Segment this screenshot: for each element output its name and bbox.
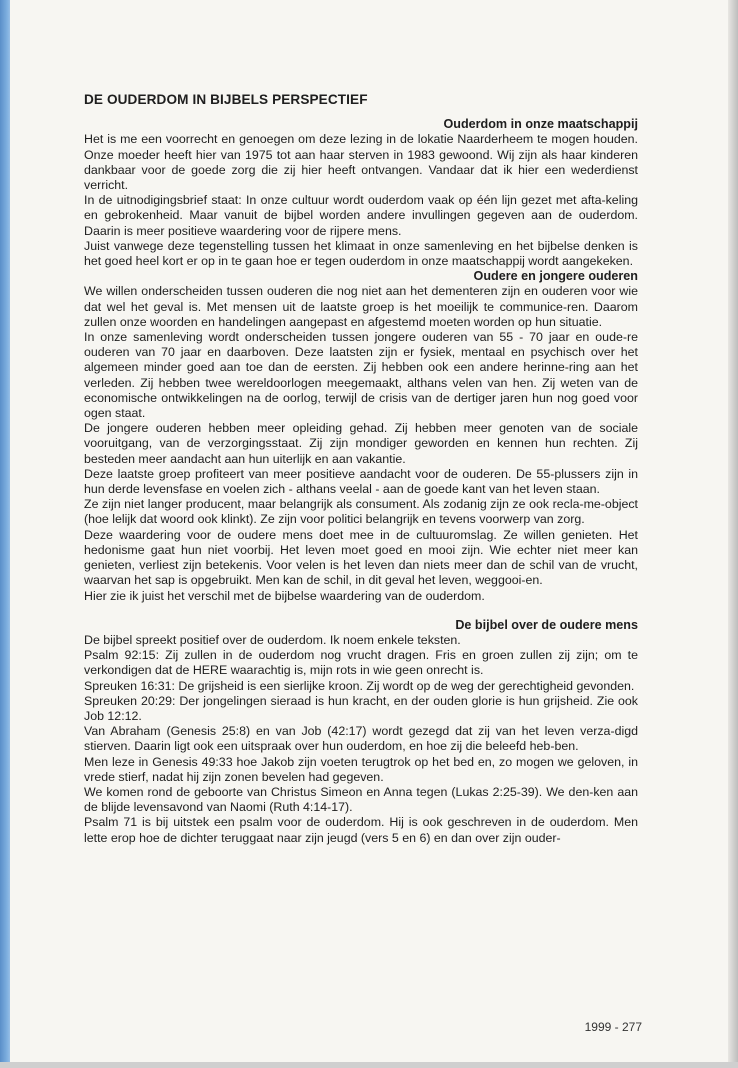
paragraph: We komen rond de geboorte van Christus Simeon en Anna tegen (Lukas 2:25-39). We den-ken aan de blijde levensavond van Naomi (Ruth 4:14-17). [84, 784, 638, 815]
article-body [84, 92, 638, 846]
paragraph: Spreuken 20:29: Der jongelingen sieraad is hun kracht, en der ouden glorie is hun grijsheid. Zie ook Job 12:12. [84, 693, 638, 723]
paragraph: Psalm 92:15: Zij zullen in de ouderdom nog vrucht dragen. Fris en groen zullen zij zijn; om te verkondigen dat de HERE waarachtig is, mijn rots in wie geen onrecht is. [84, 648, 638, 678]
paragraph: In onze samenleving wordt onderscheiden tussen jongere ouderen van 55 - 70 jaar en oude-re ouderen van 70 jaar en daarboven. Deze laatsten zijn er fysiek, mentaal en psychisch over het algemeen minder goed aan toe dan de eersten. Zij hebben ook een andere herinne-ring aan het verleden. Zij hebben twee wereldoorlogen meegemaakt, althans velen van hen. Zij weten van de economische ontwikkelingen na de oorlog, terwijl de crisis van de dertiger jaren hun nog goed voor ogen staat. [84, 330, 638, 421]
paragraph: Deze laatste groep profiteert van meer positieve aandacht voor de ouderen. De 55-plussers zijn in hun derde levensfase en voelen zich - althans veelal - aan de goede kant van het leven staan. [84, 466, 638, 497]
paragraph: De bijbel spreekt positief over de ouderdom. Ik noem enkele teksten. [84, 632, 461, 647]
page-number: 1999 - 277 [584, 1020, 642, 1034]
paragraph: Hier zie ik juist het verschil met de bijbelse waardering van de ouderdom. [84, 588, 485, 603]
paragraph: Psalm 71 is bij uitstek een psalm voor de ouderdom. Hij is ook geschreven in de ouderdom. Men lette erop hoe de dichter teruggaat naar zijn jeugd (vers 5 en 6) en dan over zijn ouder- [84, 815, 638, 845]
page-edge [728, 0, 738, 1068]
section-heading: Oudere en jongere ouderen [473, 269, 638, 284]
paragraph: We willen onderscheiden tussen ouderen die nog niet aan het dementeren zijn en ouderen voor wie dat wel het geval is. Met mensen uit de laatste groep is het moeilijk te communice-ren. Daarom zullen onze woorden en handelingen aangepast en afgestemd moeten worden op hun situatie. [84, 284, 638, 329]
paragraph: Van Abraham (Genesis 25:8) en van Job (42:17) wordt gezegd dat zij van het leven verza-digd stierven. Daarin ligt ook een uitspraak over hun ouderdom, en hoe zij die beleefd heb-ben. [84, 724, 638, 754]
article-title: DE OUDERDOM IN BIJBELS PERSPECTIEF [84, 92, 368, 107]
page-bottom-edge [0, 1062, 738, 1068]
paragraph: In de uitnodigingsbrief staat: In onze cultuur wordt ouderdom vaak op één lijn gezet met afta-keling en gebrokenheid. Maar vanuit de bijbel worden andere invullingen gegeven aan de ouderdom. Daarin is meer positieve waardering voor de rijpere mens. [84, 193, 638, 238]
paragraph: Het is me een voorrecht en genoegen om deze lezing in de lokatie Naarderheem te mogen houden. Onze moeder heeft hier van 1975 tot aan haar sterven in 1983 gewoond. Wij zijn als haar kinderen dankbaar voor de goede zorg die zij hier heeft ontvangen. Vandaar dat ik hier een wederdienst verricht. [84, 132, 638, 193]
paragraph: Juist vanwege deze tegenstelling tussen het klimaat in onze samenleving en het bijbelse denken is het goed heel kort er op in te gaan hoe er tegen ouderdom in onze maatschappij wordt aangekeken. [84, 238, 638, 269]
section-heading: Ouderdom in onze maatschappij [443, 117, 638, 132]
paragraph: Spreuken 16:31: De grijsheid is een sierlijke kroon. Zij wordt op de weg der gerechtigheid gevonden. [84, 678, 635, 693]
section-heading: De bijbel over de oudere mens [455, 617, 638, 632]
paragraph: De jongere ouderen hebben meer opleiding gehad. Zij hebben meer genoten van de sociale vooruitgang, van de verzorgingsstaat. Zij zijn mondiger geworden en kennen hun rechten. Zij besteden meer aandacht aan hun uiterlijk en aan vakantie. [84, 421, 638, 466]
paragraph: Men leze in Genesis 49:33 hoe Jakob zijn voeten terugtrok op het bed en, zo mogen we geloven, in vrede stierf, nadat hij zijn zonen bevelen had gegeven. [84, 754, 638, 784]
paragraph: Ze zijn niet langer producent, maar belangrijk als consument. Als zodanig zijn ze ook recla-me-object (hoe lelijk dat woord ook klinkt). Ze zijn voor politici belangrijk en tevens voorwerp van zorg. [84, 497, 638, 527]
paragraph: Deze waardering voor de oudere mens doet mee in de cultuuromslag. Ze willen genieten. Het hedonisme gaat hun niet voorbij. Het leven moet goed en mooi zijn. Wie echter niet meer kan genieten, verliest zijn betekenis. Voor velen is het leven dan niets meer dan de schil van de vrucht, waarvan het sap is opgebruikt. Men kan de schil, in dit geval het leven, weggooi-en. [84, 527, 638, 588]
